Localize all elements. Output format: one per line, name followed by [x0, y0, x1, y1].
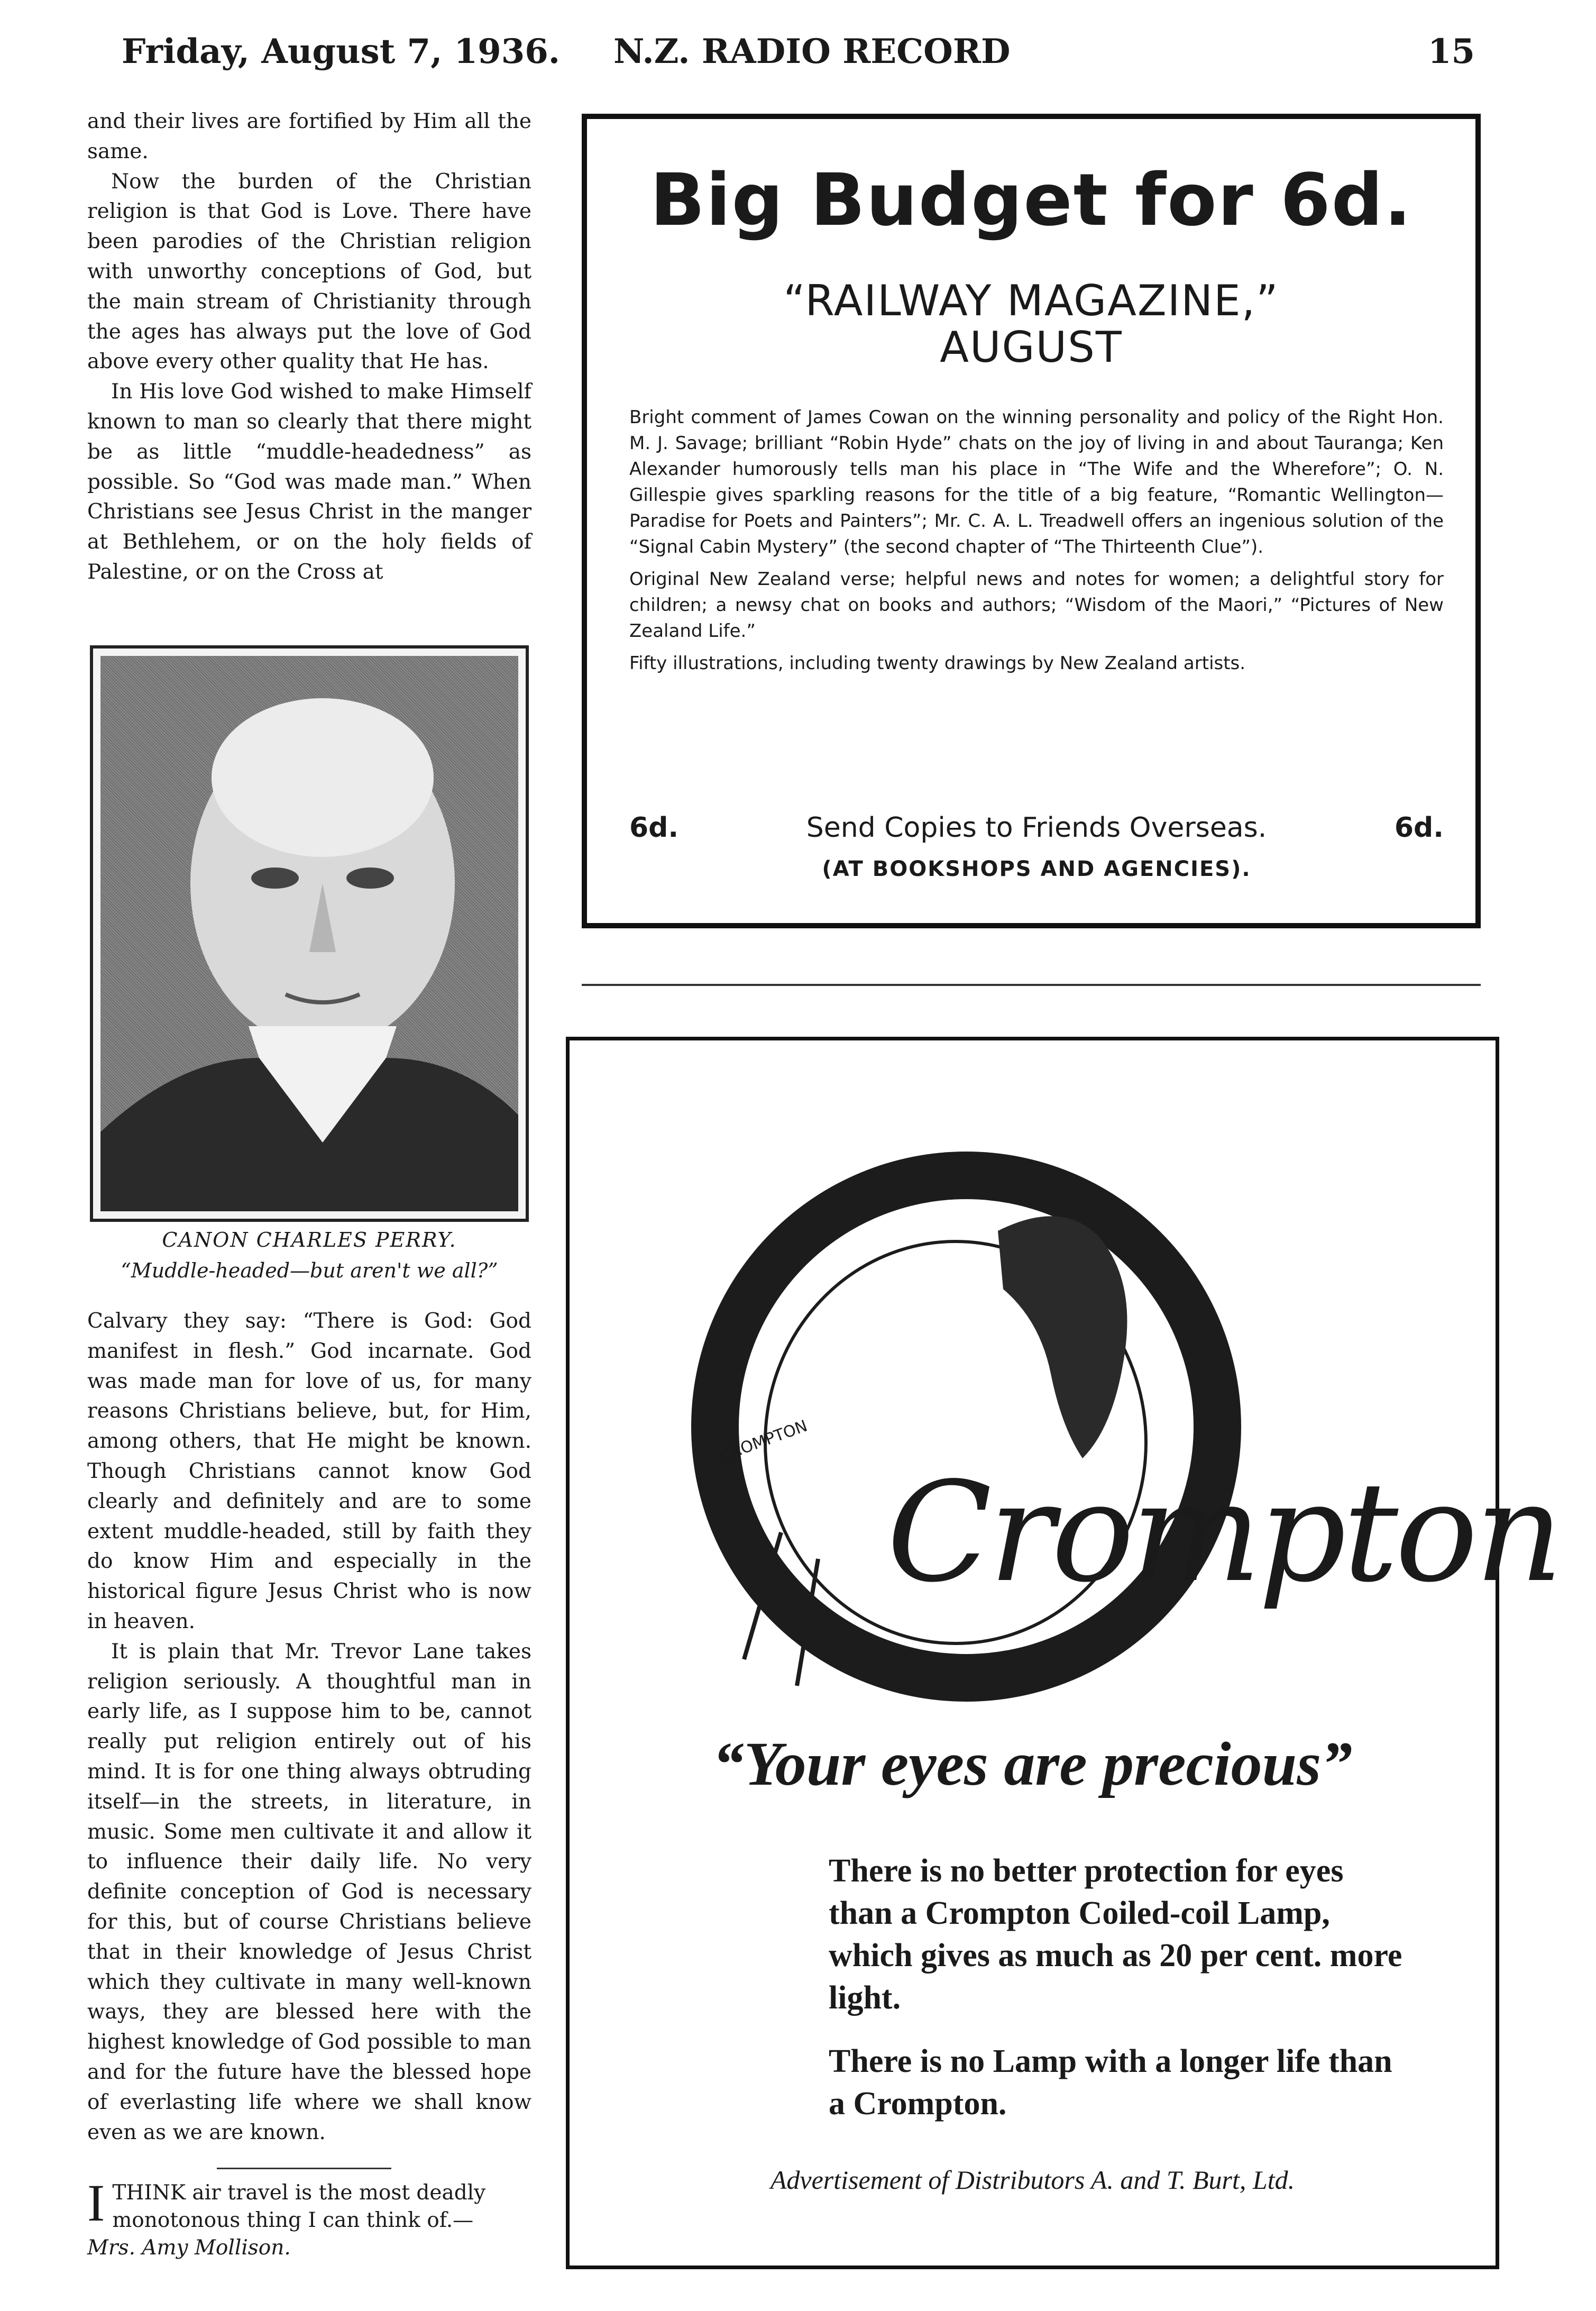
crompton-lamp-ad [566, 1037, 1561, 2269]
ad-slogan: “Your eyes are precious” [712, 1729, 1353, 1798]
ad-paragraph: There is no better protection for eyes than a Crompton Coiled-coil Lamp, which gives as much as 20 per cent. more light. [829, 1853, 1402, 2016]
ad-subheadline [587, 278, 1475, 371]
article-paragraph: Now the burden of the Christian religion is that God is Love. There have been parodies of the Christian religion with unworthy conceptions of God, but the main stream of Christianity through the ages has always put the love of God above every other quality that He has. [87, 169, 531, 374]
divider [217, 2168, 391, 2169]
price-right: 6d. [1394, 812, 1444, 844]
article-column-bottom [87, 1307, 531, 2144]
ad-paragraph: There is no Lamp with a longer life than a Crompton. [829, 2043, 1392, 2122]
article-paragraph: In His love God wished to make Himself known to man so clearly that there might be as little “muddle-headedness” as possible. So “God was made man.” When Christians see Jesus Christ in the manger at Bethlehem, or on the holy fields of Palestine, or on the Cross at [87, 380, 531, 584]
portrait-photo [90, 645, 529, 1222]
divider [582, 984, 1481, 986]
photo-caption-quote: “Muddle-headed—but aren't we all?” [121, 1259, 498, 1282]
railway-magazine-ad [582, 114, 1481, 928]
article-paragraph: It is plain that Mr. Trevor Lane takes religion seriously. A thoughtful man in early life, as I suppose him to be, cannot really put religion entirely out of his mind. It is for one thing always obtruding itself—in the streets, in literature, in music. Some men cultivate it and allow it to influence their daily life. No very definite conception of God is necessary for this, but of course Christians believe that in their knowledge of Jesus Christ which they cultivate in many well-known ways, they are blessed here with the highest knowledge of God possible to man and for the future have the blessed hope of everlasting life where we shall know even as we are known. [87, 1639, 531, 2144]
masthead-title: N.Z. RADIO RECORD [613, 32, 1011, 71]
drop-cap: I [87, 2173, 105, 2232]
article-paragraph: Calvary they say: “There is God: God manifest in flesh.” God incarnate. God was made man for love of us, for many reasons Christians believe, but, for Him, among others, that He might be known. Though Christians cannot know God clearly and definitely and are to some extent muddle-headed, still by faith they do know Him and especially in the historical figure Jesus Christ who is now in heaven. [87, 1309, 531, 1633]
bulb-stamp: CROMPTON [717, 1417, 810, 1466]
article-paragraph: and their lives are fortified by Him all the same. [87, 109, 531, 163]
brand-logo: Crompton [887, 1453, 1561, 1613]
ad-body [829, 1850, 1410, 2146]
price-left: 6d. [629, 812, 679, 844]
masthead-date: Friday, August 7, 1936. [122, 32, 561, 71]
ad-subheadline-line: “RAILWAY MAGAZINE,” [783, 276, 1279, 325]
availability-note: (AT BOOKSHOPS AND AGENCIES). [822, 857, 1251, 881]
ad-subheadline-line: AUGUST [940, 323, 1123, 372]
ad-paragraph: Fifty illustrations, including twenty drawings by New Zealand artists. [629, 653, 1246, 674]
photo-caption-name: CANON CHARLES PERRY. [162, 1228, 457, 1252]
page-number: 15 [1428, 32, 1475, 71]
article-column-top [87, 107, 531, 615]
pull-quote-text: THINK air travel is the most deadly monotonous thing I can think of.— [112, 2181, 486, 2232]
pull-quote [87, 2173, 531, 2262]
pull-quote-author: Mrs. Amy Mollison. [87, 2236, 291, 2260]
ad-footer: Advertisement of Distributors A. and T. Burt, Ltd. [770, 2165, 1295, 2195]
ad-body [629, 405, 1444, 683]
portrait-illustration [100, 656, 518, 1211]
ad-headline: Big Budget for 6d. [650, 159, 1412, 242]
ad-paragraph: Bright comment of James Cowan on the winning personality and policy of the Right Hon. M. J. Savage; brilliant “Robin Hyde” chats on the joy of living in and about Tauranga; Ken Alexander humorously tells man his place in “The Wife and the Wherefore”; O. N. Gillespie gives sparkling reasons for the title of a big feature, “Romantic Wellington—Paradise for Poets and Painters”; Mr. C. A. L. Treadwell offers an ingenious solution of the “Signal Cabin Mystery” (the second chapter of “The Thirteenth Clue”). [629, 407, 1444, 558]
ad-paragraph: Original New Zealand verse; helpful news and notes for women; a delightful story for children; a newsy chat on books and authors; “Wisdom of the Maori,” “Pictures of New Zealand Life.” [629, 569, 1444, 642]
send-copies-text: Send Copies to Friends Overseas. [806, 812, 1267, 844]
